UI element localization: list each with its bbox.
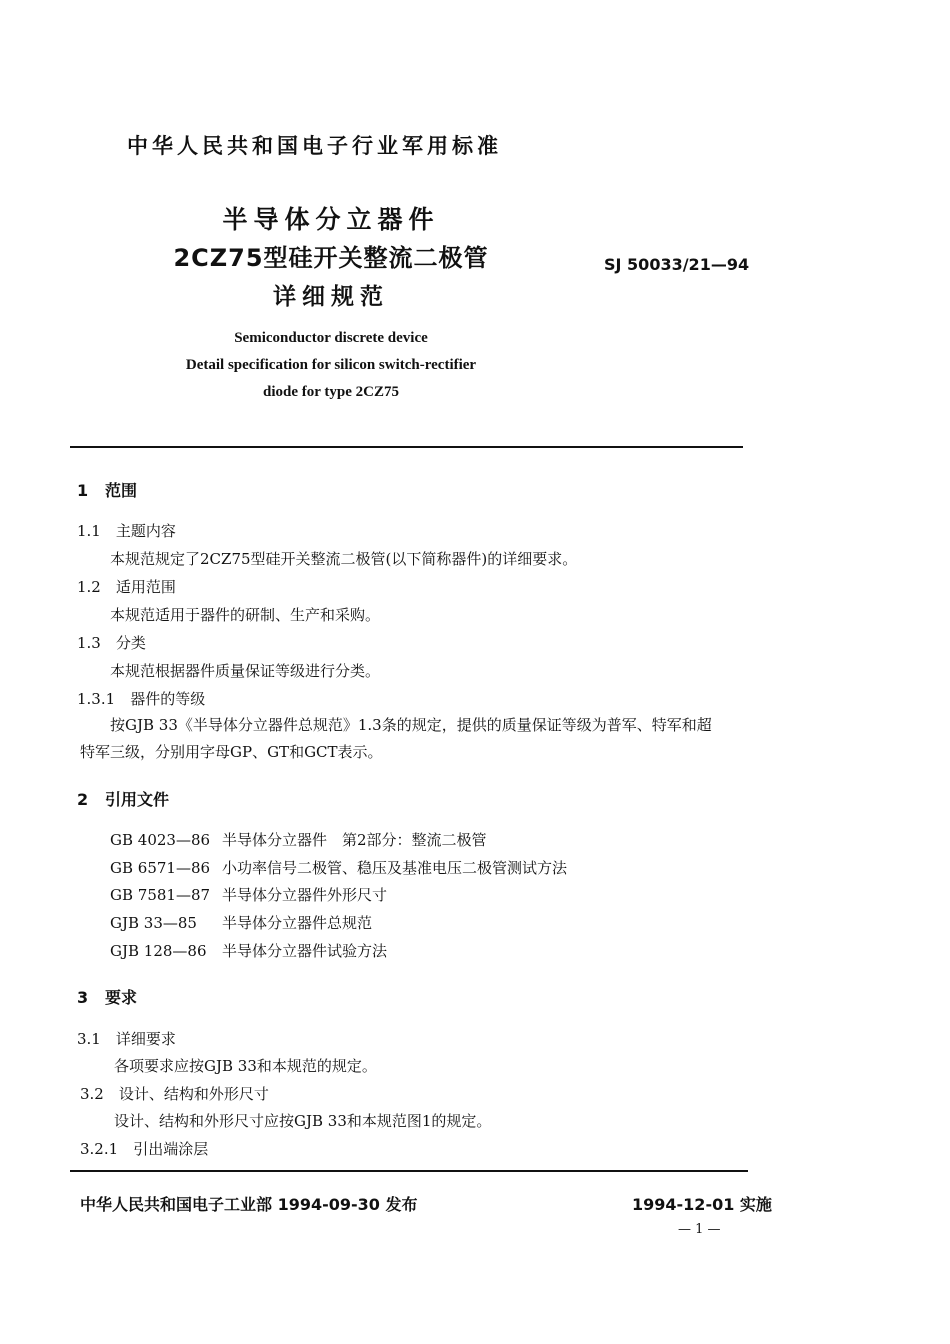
reference-code: GB 6571—86 [110, 859, 211, 877]
reference-row [110, 884, 387, 905]
section-number: 2 [77, 790, 89, 809]
reference-title: 半导体分立器件总规范 [222, 914, 373, 932]
english-title-line-1: Semiconductor discrete device [234, 330, 428, 346]
reference-row [110, 857, 567, 878]
section-number: 3.2 [80, 1085, 104, 1103]
section-3-1-heading [77, 1028, 176, 1049]
standard-code: SJ 50033/21—94 [604, 255, 750, 274]
reference-row [110, 912, 372, 933]
section-3-heading [77, 985, 137, 1008]
section-title: 分类 [115, 634, 146, 652]
section-1-1-text: 本规范规定了2CZ75型硅开关整流二极管(以下简称器件)的详细要求。 [110, 550, 578, 568]
section-number: 3.2.1 [80, 1140, 119, 1158]
english-title-line-2: Detail specification for silicon switch-rectifier [185, 357, 477, 373]
reference-row [110, 940, 387, 961]
section-number: 3.1 [77, 1030, 101, 1048]
reference-code: GJB 128—86 [110, 942, 207, 960]
section-number: 1.3.1 [77, 690, 116, 708]
section-title: 详细要求 [115, 1030, 176, 1048]
section-title: 设计、结构和外形尺寸 [118, 1085, 269, 1103]
section-1-3-1-heading [77, 688, 205, 709]
section-1-3-text: 本规范根据器件质量保证等级进行分类。 [110, 662, 381, 680]
section-number: 3 [77, 988, 89, 1007]
section-3-2-text: 设计、结构和外形尺寸应按GJB 33和本规范图1的规定。 [114, 1112, 492, 1130]
footer-divider [70, 1170, 748, 1172]
title-line-3: 详细规范 [273, 284, 389, 310]
section-title: 引出端涂层 [133, 1140, 209, 1158]
section-3-1-text: 各项要求应按GJB 33和本规范的规定。 [114, 1057, 377, 1075]
section-number: 1.3 [77, 634, 101, 652]
publisher-date: 中华人民共和国电子工业部 1994-09-30 发布 [80, 1195, 418, 1214]
section-number: 1.2 [77, 578, 101, 596]
section-2-heading [77, 787, 169, 810]
reference-row [110, 829, 487, 850]
title-line-1: 半导体分立器件 [222, 205, 440, 234]
section-number: 1 [77, 481, 89, 500]
reference-code: GB 7581—87 [110, 886, 211, 904]
reference-title: 半导体分立器件外形尺寸 [222, 886, 388, 904]
reference-title: 半导体分立器件试验方法 [222, 942, 388, 960]
section-1-3-1-text-line-1: 按GJB 33《半导体分立器件总规范》1.3条的规定，提供的质量保证等级为普军、特军和超 [110, 716, 712, 734]
section-title: 要求 [105, 988, 138, 1007]
section-1-2-heading [77, 576, 176, 597]
title-line-2: 2CZ75型硅开关整流二极管 [173, 244, 489, 272]
section-title: 适用范围 [115, 578, 176, 596]
reference-title: 半导体分立器件 第2部分：整流二极管 [222, 831, 487, 849]
section-title: 主题内容 [115, 522, 176, 540]
section-1-3-heading [77, 632, 146, 653]
reference-code: GJB 33—85 [110, 914, 197, 932]
standard-category: 中华人民共和国电子行业军用标准 [127, 134, 502, 158]
section-1-3-1-text-line-2: 特军三级，分别用字母GP、GT和GCT表示。 [80, 743, 383, 761]
page-number: — 1 — [678, 1222, 721, 1237]
reference-title: 小功率信号二极管、稳压及基准电压二极管测试方法 [222, 859, 568, 877]
section-title: 器件的等级 [130, 690, 206, 708]
section-1-heading [77, 478, 137, 501]
section-number: 1.1 [77, 522, 101, 540]
effective-date: 1994-12-01 实施 [632, 1195, 772, 1214]
reference-code: GB 4023—86 [110, 831, 211, 849]
section-title: 引用文件 [105, 790, 170, 809]
section-1-1-heading [77, 520, 176, 541]
header-divider [70, 446, 743, 448]
section-3-2-heading [80, 1083, 269, 1104]
section-title: 范围 [105, 481, 138, 500]
section-3-2-1-heading [80, 1138, 208, 1159]
section-1-2-text: 本规范适用于器件的研制、生产和采购。 [110, 606, 381, 624]
english-title-line-3: diode for type 2CZ75 [263, 384, 399, 400]
